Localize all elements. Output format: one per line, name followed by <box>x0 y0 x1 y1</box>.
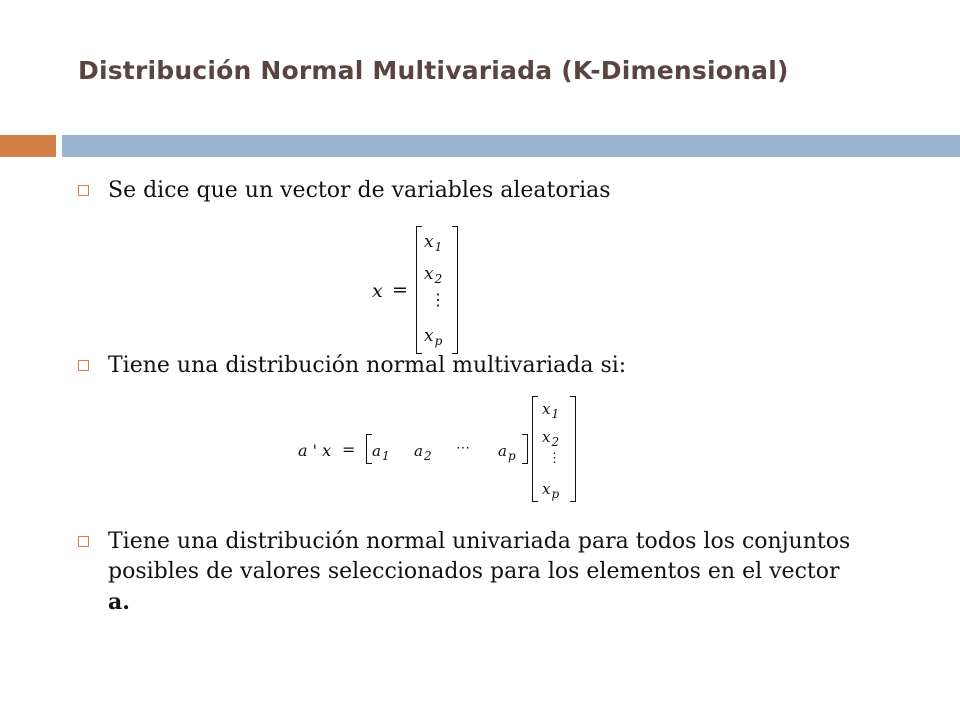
bullet-item-2 <box>78 351 868 381</box>
square-bullet-icon <box>78 185 89 196</box>
title-accent-bar <box>0 135 56 157</box>
title-divider-bar <box>62 135 960 157</box>
square-bullet-icon <box>78 360 89 371</box>
col-entry: $x_p$ <box>542 480 560 501</box>
col-left-bracket <box>532 396 538 502</box>
left-bracket <box>416 226 422 354</box>
equals-sign: = <box>392 279 408 301</box>
col-entry: $x_1$ <box>542 400 560 421</box>
equation-lhs: x <box>372 280 383 302</box>
square-bullet-icon <box>78 536 89 547</box>
right-bracket <box>452 226 458 354</box>
equals-sign: = <box>342 440 356 459</box>
bold-vector-name: a. <box>108 589 130 615</box>
linear-combination-equation <box>298 394 598 506</box>
vector-entry: $x_2$ <box>424 264 443 286</box>
vertical-ellipsis: ⋮ <box>430 290 446 309</box>
horizontal-ellipsis: ⋯ <box>456 440 470 456</box>
row-entry: $a_p$ <box>498 442 516 463</box>
slide-title: Distribución Normal Multivariada (K-Dimensional) <box>78 56 789 85</box>
row-entry: $a_1$ <box>372 442 390 463</box>
vector-entry: $x_p$ <box>424 326 443 348</box>
bullet-text: Tiene una distribución normal multivariada si: <box>108 353 627 378</box>
row-right-bracket <box>522 434 528 464</box>
bullet-text: Tiene una distribución normal univariada para todos los conjuntos posibles de valores seleccionados para los elementos en el vector a. <box>108 529 851 615</box>
vector-equation <box>372 226 492 356</box>
bullet-text: Se dice que un vector de variables aleatorias <box>108 178 611 203</box>
bullet-item-3 <box>78 527 868 618</box>
col-right-bracket <box>570 396 576 502</box>
row-entry: $a_2$ <box>414 442 432 463</box>
vector-entry: $x_1$ <box>424 232 443 254</box>
vertical-ellipsis: ⋮ <box>548 451 561 466</box>
bullet-item-1 <box>78 176 868 206</box>
col-entry: $x_2$ <box>542 428 560 449</box>
equation-lhs: a ' x <box>298 441 332 460</box>
